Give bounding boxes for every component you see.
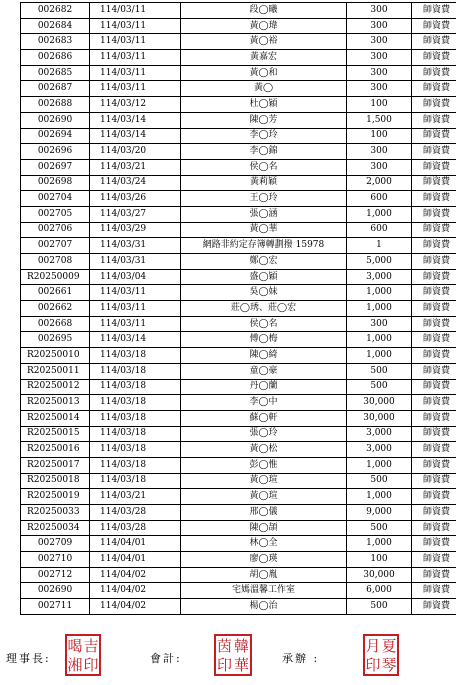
table-row [21,65,456,81]
seal-char: 夏 [381,636,397,655]
name-cell: 邢◯儀 [181,505,347,521]
category-cell: 師資費 [412,379,456,395]
category-cell: 師資費 [412,285,456,301]
id-cell: 002690 [21,583,90,599]
date-cell: 114/03/18 [90,426,181,442]
name-cell: 黃嘉宏 [181,50,347,66]
seal-char: 吉 [83,636,99,655]
id-cell: 002704 [21,191,90,207]
name-cell: 楊◯治 [181,599,347,615]
category-cell: 師資費 [412,348,456,364]
table-row [21,206,456,222]
seal-char: 印 [365,655,381,674]
id-cell: R20250012 [21,379,90,395]
table-row [21,395,456,411]
name-cell: 彭◯惟 [181,457,347,473]
table-row [21,144,456,160]
name-cell: 黃◯和 [181,65,347,81]
category-cell: 師資費 [412,191,456,207]
date-cell: 114/03/26 [90,191,181,207]
category-cell: 師資費 [412,489,456,505]
amount-cell: 100 [347,128,412,144]
table-row [21,97,456,113]
name-cell: 陳◯芳 [181,112,347,128]
amount-cell: 1,000 [347,206,412,222]
amount-cell: 300 [347,65,412,81]
amount-cell: 500 [347,473,412,489]
category-cell: 師資費 [412,159,456,175]
amount-cell: 3,000 [347,442,412,458]
name-cell: 黃◯裕 [181,34,347,50]
amount-cell: 500 [347,599,412,615]
id-cell: 002712 [21,567,90,583]
table-row [21,457,456,473]
amount-cell: 30,000 [347,410,412,426]
amount-cell: 300 [347,34,412,50]
date-cell: 114/03/20 [90,144,181,160]
date-cell: 114/03/31 [90,238,181,254]
table-row [21,254,456,270]
amount-cell: 1,000 [347,301,412,317]
category-cell: 師資費 [412,128,456,144]
table-row [21,316,456,332]
table-row [21,112,456,128]
seal-char: 茵 [216,636,232,655]
category-cell: 師資費 [412,254,456,270]
name-cell: 黃◯瑄 [181,489,347,505]
seal-char: 印 [83,655,99,674]
date-cell: 114/03/31 [90,254,181,270]
date-cell: 114/03/14 [90,332,181,348]
name-cell: 侯◯名 [181,316,347,332]
id-cell: 002694 [21,128,90,144]
amount-cell: 6,000 [347,583,412,599]
table-row [21,410,456,426]
date-cell: 114/03/11 [90,81,181,97]
table-row [21,363,456,379]
id-cell: R20250018 [21,473,90,489]
amount-cell: 3,000 [347,269,412,285]
date-cell: 114/04/01 [90,536,181,552]
table-row [21,34,456,50]
category-cell: 師資費 [412,457,456,473]
name-cell: 杜◯穎 [181,97,347,113]
id-cell: 002686 [21,50,90,66]
table-row [21,159,456,175]
date-cell: 114/03/24 [90,175,181,191]
name-cell: 丹◯蘭 [181,379,347,395]
category-cell: 師資費 [412,112,456,128]
id-cell: R20250011 [21,363,90,379]
chairman-label: 理事長: [6,652,51,665]
name-cell: 張◯涵 [181,206,347,222]
table-row [21,520,456,536]
date-cell: 114/03/11 [90,285,181,301]
amount-cell: 300 [347,316,412,332]
category-cell: 師資費 [412,301,456,317]
donation-ledger-table [20,2,456,615]
category-cell: 師資費 [412,395,456,411]
table-row [21,442,456,458]
id-cell: 002695 [21,332,90,348]
date-cell: 114/03/28 [90,520,181,536]
table-row [21,301,456,317]
amount-cell: 30,000 [347,567,412,583]
amount-cell: 1,000 [347,285,412,301]
id-cell: 002697 [21,159,90,175]
name-cell: 張◯玲 [181,426,347,442]
id-cell: 002707 [21,238,90,254]
table-row [21,222,456,238]
date-cell: 114/03/18 [90,348,181,364]
seal-char: 湘 [67,655,83,674]
category-cell: 師資費 [412,316,456,332]
id-cell: R20250013 [21,395,90,411]
id-cell: 002687 [21,81,90,97]
category-cell: 師資費 [412,269,456,285]
id-cell: 002711 [21,599,90,615]
category-cell: 師資費 [412,175,456,191]
amount-cell: 300 [347,18,412,34]
amount-cell: 100 [347,552,412,568]
table-row [21,191,456,207]
category-cell: 師資費 [412,144,456,160]
table-row [21,583,456,599]
name-cell: 李◯玲 [181,128,347,144]
name-cell: 蘇◯軒 [181,410,347,426]
name-cell: 黃◯ [181,81,347,97]
id-cell: 002705 [21,206,90,222]
amount-cell: 600 [347,222,412,238]
id-cell: 002683 [21,34,90,50]
category-cell: 師資費 [412,206,456,222]
amount-cell: 300 [347,81,412,97]
category-cell: 師資費 [412,505,456,521]
id-cell: R20250017 [21,457,90,473]
name-cell: 吳◯妹 [181,285,347,301]
id-cell: 002682 [21,3,90,19]
id-cell: 002685 [21,65,90,81]
date-cell: 114/04/02 [90,599,181,615]
id-cell: 002668 [21,316,90,332]
table-row [21,18,456,34]
table-row [21,536,456,552]
name-cell: 林◯全 [181,536,347,552]
name-cell: 李◯錦 [181,144,347,160]
category-cell: 師資費 [412,50,456,66]
amount-cell: 1,000 [347,489,412,505]
amount-cell: 300 [347,144,412,160]
date-cell: 114/03/18 [90,363,181,379]
handler-seal [363,634,399,676]
id-cell: 002709 [21,536,90,552]
seal-char: 印 [216,655,232,674]
amount-cell: 100 [347,97,412,113]
category-cell: 師資費 [412,3,456,19]
table-row [21,238,456,254]
amount-cell: 2,000 [347,175,412,191]
category-cell: 師資費 [412,552,456,568]
name-cell: 盛◯穎 [181,269,347,285]
date-cell: 114/03/14 [90,112,181,128]
amount-cell: 1,000 [347,348,412,364]
table-row [21,426,456,442]
id-cell: R20250019 [21,489,90,505]
table-row [21,552,456,568]
accountant-seal [214,634,252,676]
id-cell: 002698 [21,175,90,191]
date-cell: 114/03/04 [90,269,181,285]
date-cell: 114/03/11 [90,50,181,66]
category-cell: 師資費 [412,97,456,113]
id-cell: 002706 [21,222,90,238]
amount-cell: 500 [347,363,412,379]
name-cell: 黃莉穎 [181,175,347,191]
date-cell: 114/03/18 [90,442,181,458]
seal-char: 月 [365,636,381,655]
table-row [21,81,456,97]
amount-cell: 30,000 [347,395,412,411]
amount-cell: 500 [347,520,412,536]
seal-char: 韓 [233,636,249,655]
amount-cell: 600 [347,191,412,207]
id-cell: 002690 [21,112,90,128]
amount-cell: 1,000 [347,536,412,552]
amount-cell: 1 [347,238,412,254]
amount-cell: 300 [347,159,412,175]
seal-char: 喝 [67,636,83,655]
handler-label: 承辦 : [282,652,320,665]
chairman-seal [65,634,101,676]
date-cell: 114/03/27 [90,206,181,222]
name-cell: 李◯中 [181,395,347,411]
name-cell: 莊◯琇、莊◯宏 [181,301,347,317]
id-cell: R20250015 [21,426,90,442]
amount-cell: 500 [347,379,412,395]
id-cell: 002688 [21,97,90,113]
table-row [21,3,456,19]
date-cell: 114/04/01 [90,552,181,568]
name-cell: 鄭◯宏 [181,254,347,270]
id-cell: R20250010 [21,348,90,364]
id-cell: R20250016 [21,442,90,458]
table-row [21,599,456,615]
category-cell: 師資費 [412,473,456,489]
ledger-body [21,3,456,615]
date-cell: 114/03/28 [90,505,181,521]
signature-footer [0,632,456,682]
table-row [21,128,456,144]
amount-cell: 300 [347,3,412,19]
category-cell: 師資費 [412,410,456,426]
amount-cell: 1,000 [347,457,412,473]
category-cell: 師資費 [412,567,456,583]
name-cell: 陳◯綺 [181,348,347,364]
name-cell: 廖◯瑛 [181,552,347,568]
date-cell: 114/03/11 [90,301,181,317]
id-cell: 002710 [21,552,90,568]
date-cell: 114/03/18 [90,410,181,426]
name-cell: 黃◯瑋 [181,18,347,34]
id-cell: R20250033 [21,505,90,521]
table-row [21,567,456,583]
seal-char: 華 [233,655,249,674]
id-cell: R20250009 [21,269,90,285]
date-cell: 114/03/21 [90,489,181,505]
table-row [21,379,456,395]
category-cell: 師資費 [412,65,456,81]
date-cell: 114/03/11 [90,18,181,34]
name-cell: 王◯玲 [181,191,347,207]
date-cell: 114/03/29 [90,222,181,238]
name-cell: 黃◯松 [181,442,347,458]
name-cell: 胡◯胤 [181,567,347,583]
category-cell: 師資費 [412,238,456,254]
category-cell: 師資費 [412,81,456,97]
date-cell: 114/03/14 [90,128,181,144]
category-cell: 師資費 [412,583,456,599]
id-cell: 002696 [21,144,90,160]
table-row [21,505,456,521]
name-cell: 黃◯瑄 [181,473,347,489]
table-row [21,473,456,489]
date-cell: 114/03/11 [90,65,181,81]
category-cell: 師資費 [412,18,456,34]
amount-cell: 9,000 [347,505,412,521]
category-cell: 師資費 [412,520,456,536]
table-row [21,332,456,348]
seal-char: 琴 [381,655,397,674]
category-cell: 師資費 [412,222,456,238]
name-cell: 網路非約定存簿轉劃撥 15978 [181,238,347,254]
category-cell: 師資費 [412,442,456,458]
date-cell: 114/03/18 [90,457,181,473]
date-cell: 114/03/11 [90,34,181,50]
accountant-label: 會計: [150,652,182,665]
id-cell: R20250014 [21,410,90,426]
category-cell: 師資費 [412,34,456,50]
id-cell: R20250034 [21,520,90,536]
id-cell: 002661 [21,285,90,301]
name-cell: 段◯曦 [181,3,347,19]
amount-cell: 1,500 [347,112,412,128]
table-row [21,489,456,505]
date-cell: 114/03/11 [90,316,181,332]
category-cell: 師資費 [412,426,456,442]
date-cell: 114/03/21 [90,159,181,175]
table-row [21,175,456,191]
name-cell: 陳◯頡 [181,520,347,536]
table-row [21,285,456,301]
category-cell: 師資費 [412,332,456,348]
date-cell: 114/03/11 [90,3,181,19]
amount-cell: 3,000 [347,426,412,442]
date-cell: 114/03/18 [90,379,181,395]
name-cell: 童◯豪 [181,363,347,379]
date-cell: 114/04/02 [90,567,181,583]
id-cell: 002708 [21,254,90,270]
date-cell: 114/03/12 [90,97,181,113]
amount-cell: 1,000 [347,332,412,348]
category-cell: 師資費 [412,536,456,552]
name-cell: 傅◯梅 [181,332,347,348]
name-cell: 黃◯華 [181,222,347,238]
category-cell: 師資費 [412,363,456,379]
table-row [21,348,456,364]
table-row [21,269,456,285]
id-cell: 002662 [21,301,90,317]
amount-cell: 300 [347,50,412,66]
name-cell: 侯◯名 [181,159,347,175]
date-cell: 114/04/02 [90,583,181,599]
amount-cell: 5,000 [347,254,412,270]
name-cell: 宅媽溫馨工作室 [181,583,347,599]
date-cell: 114/03/18 [90,395,181,411]
id-cell: 002684 [21,18,90,34]
table-row [21,50,456,66]
category-cell: 師資費 [412,599,456,615]
date-cell: 114/03/18 [90,473,181,489]
